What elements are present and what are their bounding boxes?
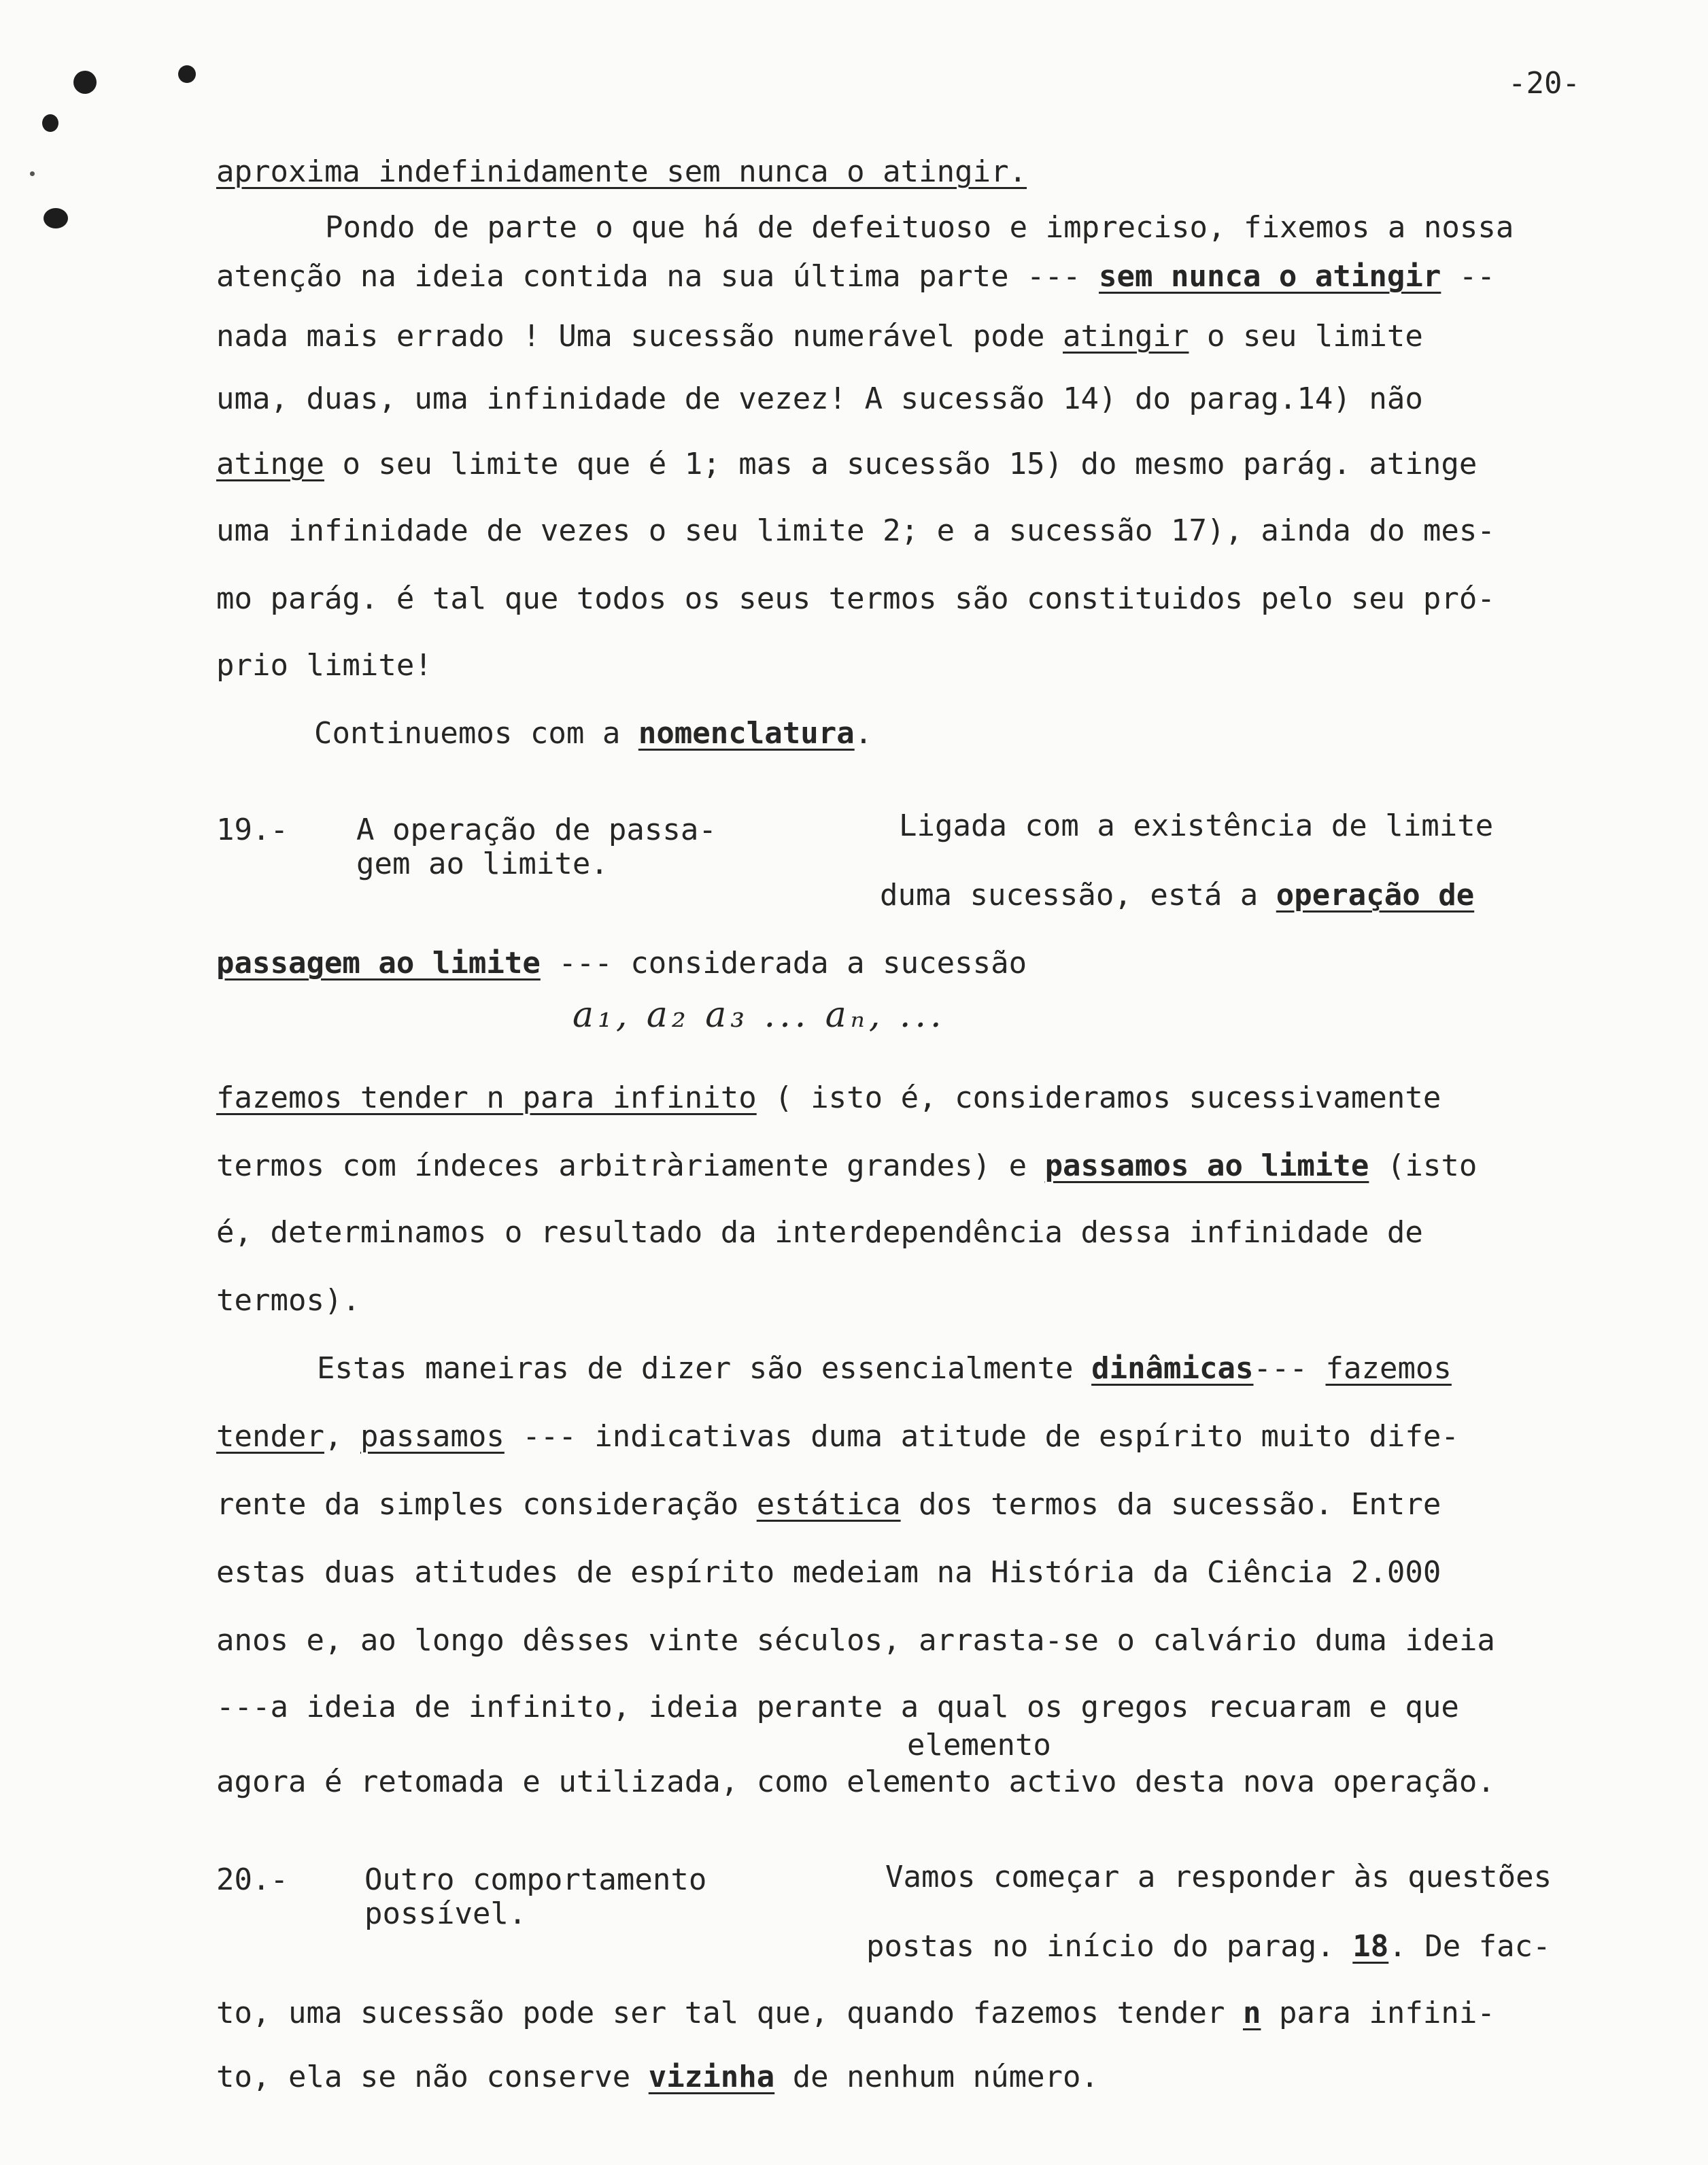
- text-line: Ligada com a existência de limite: [899, 808, 1494, 843]
- underlined-phrase: fazemos tender n para infinito: [216, 1080, 757, 1115]
- section-title: Outro comportamento: [364, 1862, 707, 1897]
- underlined-phrase: estática: [756, 1487, 901, 1522]
- text-line: to, uma sucessão pode ser tal que, quando fazemos tender n para infini-: [216, 1996, 1495, 2030]
- underlined-phrase: sem nunca o atingir: [1099, 259, 1441, 294]
- underlined-phrase: 18: [1352, 1929, 1389, 1964]
- underlined-phrase: nomenclatura: [638, 716, 855, 751]
- text-line: rente da simples consideração estática dos termos da sucessão. Entre: [216, 1487, 1441, 1522]
- text-line: tender, passamos --- indicativas duma atitude de espírito muito dife-: [216, 1419, 1459, 1454]
- text-line: termos com índeces arbitràriamente grandes) e passamos ao limite (isto: [216, 1148, 1478, 1183]
- text-line: uma, duas, uma infinidade de vezez! A sucessão 14) do parag.14) não: [216, 381, 1423, 416]
- text-line: passagem ao limite --- considerada a sucessão: [216, 946, 1027, 981]
- underlined-phrase: fazemos: [1325, 1351, 1452, 1386]
- text-line: Estas maneiras de dizer são essencialmente dinâmicas--- fazemos: [317, 1351, 1452, 1386]
- text-line: anos e, ao longo dêsses vinte séculos, arrasta-se o calvário duma ideia: [216, 1623, 1495, 1658]
- section-title: A operação de passa-: [356, 813, 717, 847]
- section-title: gem ao limite.: [356, 847, 609, 881]
- punch-hole: [73, 71, 97, 94]
- punch-hole: [44, 208, 68, 228]
- text-line: estas duas atitudes de espírito medeiam na História da Ciência 2.000: [216, 1555, 1441, 1590]
- underlined-phrase: atinge: [216, 447, 324, 481]
- text-line: Pondo de parte o que há de defeituoso e impreciso, fixemos a nossa: [325, 210, 1514, 245]
- text-line: uma infinidade de vezes o seu limite 2; e a sucessão 17), ainda do mes-: [216, 513, 1495, 548]
- section-number: 20.-: [216, 1862, 288, 1897]
- text-line: ---a ideia de infinito, ideia perante a qual os gregos recuaram e que: [216, 1690, 1459, 1724]
- underlined-phrase: n: [1242, 1996, 1261, 2030]
- underlined-phrase: passamos: [360, 1419, 505, 1454]
- underlined-phrase: passagem ao limite: [216, 946, 541, 981]
- text-line: Vamos começar a responder às questões: [885, 1860, 1552, 1894]
- punch-hole: [178, 65, 196, 83]
- underlined-phrase: aproxima indefinidamente sem nunca o atingir.: [216, 154, 1027, 189]
- section-number: 19.-: [216, 813, 288, 847]
- punch-hole: [42, 114, 58, 132]
- typed-insertion: elemento: [907, 1728, 1051, 1762]
- section-title: possível.: [364, 1896, 527, 1931]
- text-line: atenção na ideia contida na sua última parte --- sem nunca o atingir --: [216, 259, 1495, 294]
- text-line: fazemos tender n para infinito ( isto é, consideramos sucessivamente: [216, 1080, 1441, 1115]
- text-line: [216, 155, 1027, 189]
- speck: [30, 171, 35, 176]
- text-line: termos).: [216, 1283, 360, 1318]
- text-line: agora é retomada e utilizada, como elemento activo desta nova operação.: [216, 1765, 1495, 1799]
- underlined-phrase: vizinha: [648, 2060, 775, 2094]
- text-line: atinge o seu limite que é 1; mas a sucessão 15) do mesmo parág. atinge: [216, 447, 1478, 481]
- underlined-phrase: tender: [216, 1419, 324, 1454]
- underlined-phrase: atingir: [1063, 319, 1189, 354]
- underlined-phrase: operação de: [1276, 878, 1475, 913]
- text-line: postas no início do parag. 18. De fac-: [866, 1929, 1551, 1964]
- underlined-phrase: dinâmicas: [1091, 1351, 1254, 1386]
- text-line: duma sucessão, está a operação de: [880, 878, 1475, 913]
- handwritten-formula: a₁, a₂ a₃ ... aₙ, ...: [573, 995, 946, 1036]
- text-line: mo parág. é tal que todos os seus termos são constituidos pelo seu pró-: [216, 581, 1495, 616]
- underlined-phrase: passamos ao limite: [1044, 1148, 1369, 1183]
- text-line: nada mais errado ! Uma sucessão numerável pode atingir o seu limite: [216, 319, 1423, 354]
- text-line: to, ela se não conserve vizinha de nenhum número.: [216, 2060, 1099, 2094]
- text-line: Continuemos com a nomenclatura.: [314, 716, 873, 751]
- text-line: prio limite!: [216, 648, 432, 683]
- text-line: é, determinamos o resultado da interdependência dessa infinidade de: [216, 1215, 1423, 1250]
- page-number: -20-: [1508, 66, 1580, 101]
